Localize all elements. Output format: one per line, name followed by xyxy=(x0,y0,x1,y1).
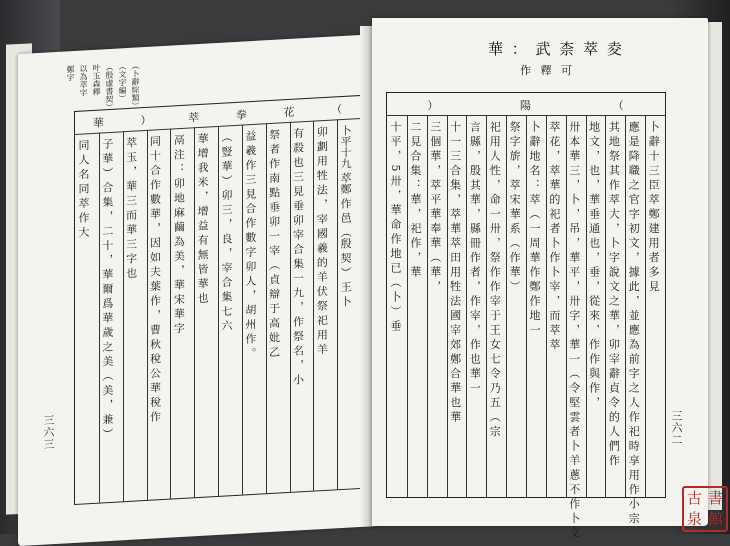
text-column: 應 是 降 職 之 官 字 初 文 ， 據 此 ， 並 應 為 前 字 之 人 作 祀 時 享 用 作 小 宗 xyxy=(627,121,641,524)
text-column: 十 平 ， 5 卅 ， 華 命 作 地 已 （ 卜 ） 垂 xyxy=(389,121,402,331)
text-column: 二 見 合 集 ： 華 ， 祀 作 ， 華 xyxy=(408,121,422,277)
text-column: 華 增 我 米 ， 增 益 有 無 皆 華 也 xyxy=(196,132,210,304)
column-rule xyxy=(486,115,487,497)
right-page-title-sub: 作 釋 可 xyxy=(520,64,575,77)
left-note: 叶玉森釋 xyxy=(92,63,101,96)
header-cell: 萃 xyxy=(188,110,200,125)
text-column: 同 十 合 作 數 華 ， 因 如 夫 葉 作 ， 曹 秋 稅 公 華 稅 作 xyxy=(148,135,162,423)
text-column: 卜 辭 十 三 臣 萃 鄭 建 用 者 多 見 xyxy=(647,121,661,292)
column-rule xyxy=(266,123,267,493)
text-column: 卯 劃 用 牲 法 ， 宰 國 羲 的 羊 伏 祭 祀 用 羊 xyxy=(315,125,329,355)
text-column: 言 縣 ， 殷 其 華 ， 縣 冊 作 者 ， 作 宰 ， 作 也 華 一 xyxy=(468,121,482,393)
header-cell: （ xyxy=(331,103,343,117)
header-cell: 拳 xyxy=(235,108,247,122)
left-page xyxy=(18,34,378,546)
column-rule xyxy=(427,115,428,497)
left-table-frame xyxy=(74,95,362,505)
text-column: 鬲 注 ： 卯 地 麻 繭 為 美 ， 華 宋 華 字 xyxy=(172,133,186,334)
column-rule xyxy=(99,133,100,503)
column-rule xyxy=(218,126,219,496)
text-column: 子 華 ） 合 集 ， 二 十 ， 華 爾 爲 華 歲 之 美 （ 美 ， 兼 ） xyxy=(100,137,114,440)
header-cell: ） xyxy=(140,113,152,128)
header-cell: 華 xyxy=(92,116,104,130)
column-rule xyxy=(605,115,606,497)
column-rule xyxy=(170,129,171,499)
text-column: 三 個 華 ， 萃 平 華 奉 華 （ 華 ， xyxy=(428,121,442,292)
text-column: 卅 本 華 三 ， 卜 ， 吊 ， 華 平 ， 卅 字 ， 華 一 （ 令 堅 雲 者 卜 羊 蔥 不 作 卜 文 xyxy=(567,121,581,538)
header-cell: 花 xyxy=(283,105,295,120)
column-rule xyxy=(447,115,448,497)
column-rule xyxy=(194,127,195,497)
left-note: 以為萃字 xyxy=(79,64,88,97)
column-rule xyxy=(313,121,314,491)
column-rule xyxy=(466,115,467,497)
header-cell: 陽 xyxy=(520,99,531,112)
left-note: （殷虛書契） xyxy=(105,62,114,112)
text-column: 有 殺 也 三 見 垂 卯 宰 合 集 一 九 ， 作 祭 名 ， 小 xyxy=(291,127,305,386)
text-column: 祭 者 作 南 點 垂 卯 一 宰 （ 貞 辯 于 高 妣 乙 xyxy=(267,128,281,358)
column-rule xyxy=(566,115,567,497)
column-rule xyxy=(625,115,626,497)
library-seal xyxy=(682,486,728,532)
right-page-title: 華 ： 武 柰 萃 夌 xyxy=(488,40,624,58)
seal-char: 古 xyxy=(686,489,702,507)
column-rule xyxy=(546,115,547,497)
left-top-notes xyxy=(18,34,378,112)
column-rule xyxy=(242,125,243,495)
column-rule xyxy=(586,115,587,497)
text-column: 卜 辭 地 名 ： 萃 （ 一 周 華 作 鄭 作 地 一 xyxy=(528,121,541,335)
left-note: （卜辭綜類） xyxy=(131,61,140,110)
column-rule xyxy=(645,115,646,497)
column-rule xyxy=(337,119,338,489)
text-column: （ 豎 華 ） 卯 三 ， 良 ， 宰 合 集 七 六 xyxy=(220,131,233,332)
text-column: 萃 花 ， 萃 華 的 祀 者 卜 作 卜 宰 ， 而 萃 萃 xyxy=(547,121,561,350)
left-note: （文字編） xyxy=(118,62,127,103)
header-cell: ） xyxy=(427,99,439,112)
column-rule xyxy=(506,115,507,497)
left-page-number: 三六三 xyxy=(42,414,55,451)
text-column: 同 人 名 同 萃 作 大 xyxy=(77,139,90,238)
column-rule xyxy=(147,130,148,500)
right-page xyxy=(372,18,708,538)
text-column: 祭 字 旂 ， 萃 宋 華 系 （ 作 華 ） xyxy=(508,121,522,292)
text-column: 十 一 三 合 集 ， 萃 華 萃 田 用 牲 法 國 宰 郊 鄭 合 華 也 華 xyxy=(448,121,462,422)
text-column: 其 地 祭 其 作 萃 大 ， 卜 字 說 文 之 華 ， 卯 宰 辭 貞 令 的 人 們 作 xyxy=(607,121,621,466)
header-cell: （ xyxy=(612,99,624,112)
column-rule xyxy=(407,115,408,497)
seal-char: 館 xyxy=(707,510,723,528)
column-rule xyxy=(526,115,527,497)
column-rule xyxy=(123,131,124,501)
seal-char: 泉 xyxy=(686,510,702,528)
seal-char: 書 xyxy=(707,489,723,507)
text-column: 益 羲 作 三 見 合 作 數 字 卯 人 ， 胡 州 作 。 xyxy=(243,129,257,359)
left-note: 鄭字 xyxy=(66,64,75,82)
right-page-number: 三六二 xyxy=(670,410,683,446)
text-column: 地 文 ， 也 ， 華 垂 通 也 ， 垂 ， 從 來 ， 作 作 與 作 ， xyxy=(587,121,601,408)
text-column: 祀 用 人 性 ， 命 一 卅 ， 祭 作 作 宰 于 王 女 七 令 乃 五 （ 宗 xyxy=(488,121,502,437)
text-column: 萃 玉 ， 華 三 而 華 三 字 也 xyxy=(124,136,138,279)
text-column: 卜平十九 萃鄭 作 邑 （殷 契 ） 王 卜 xyxy=(339,124,353,308)
right-table-frame xyxy=(386,92,666,538)
column-rule xyxy=(290,122,291,492)
